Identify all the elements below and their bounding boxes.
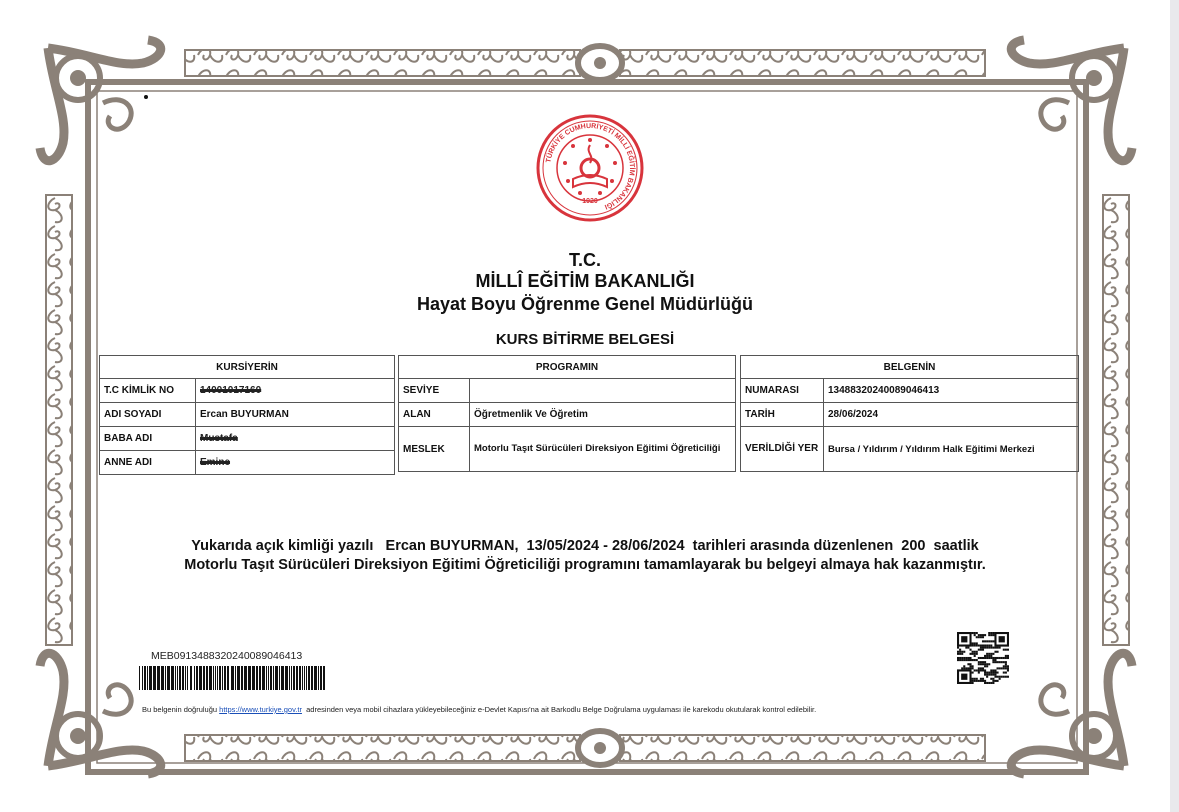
table-row [100, 403, 395, 427]
footnote-prefix: Bu belgenin doğruluğu [142, 705, 220, 714]
ministry-seal-logo [535, 113, 645, 223]
table-row [100, 427, 395, 451]
table-row [741, 403, 1079, 427]
header-tc: T.C. [568, 250, 601, 270]
profession-value: Motorlu Taşıt Sürücüleri Direksiyon Eğitimi Öğreticiliği [470, 427, 736, 472]
mother-name-value: Emine [200, 457, 231, 468]
cert-number-value: 13488320240089046413 [824, 379, 1079, 403]
issue-place-label: VERİLDİĞİ YER [741, 427, 824, 472]
table-row [741, 379, 1079, 403]
qr-code [957, 632, 1009, 684]
stray-dot [144, 95, 148, 99]
trainee-heading: KURSİYERİN [100, 356, 395, 379]
scrollbar[interactable] [1170, 0, 1179, 812]
table-row [399, 427, 736, 472]
mother-name-label: ANNE ADI [100, 451, 196, 475]
verification-footnote [142, 705, 816, 714]
svg-text:1920: 1920 [582, 198, 598, 205]
field-label: ALAN [399, 403, 470, 427]
statement-line-1: Yukarıda açık kimliği yazılı Ercan BUYURMAN, 13/05/2024 - 28/06/2024 tarihleri arasında düzenlenen 200 saatlik [191, 538, 979, 554]
field-value: Öğretmenlik Ve Öğretim [470, 403, 736, 427]
header-directorate: Hayat Boyu Öğrenme Genel Müdürlüğü [416, 294, 754, 314]
header-ministry: MİLLÎ EĞİTİM BAKANLIĞI [475, 271, 695, 291]
table-row [399, 403, 736, 427]
trainee-name-label: ADI SOYADI [100, 403, 196, 427]
table-row [100, 451, 395, 475]
svg-text:TÜRKİYE CUMHURİYETİ MİLLİ EĞİT: TÜRKİYE CUMHURİYETİ MİLLİ EĞİTİM BAKANLIĞI [545, 122, 636, 211]
program-heading: PROGRAMIN [399, 356, 736, 379]
table-row [741, 427, 1079, 472]
father-name-value: Mustafa [200, 433, 238, 444]
issue-place-value: Bursa / Yıldırım / Yıldırım Halk Eğitimi Merkezi [824, 427, 1079, 472]
statement-line-2: Motorlu Taşıt Sürücüleri Direksiyon Eğitimi Öğreticiliği programını tamamlayarak bu belgeyi almaya hak kazanmıştır. [184, 557, 986, 573]
program-info-table [398, 355, 736, 472]
level-value [470, 379, 736, 403]
document-title: KURS BİTİRME BELGESİ [495, 331, 675, 348]
trainee-info-table [99, 355, 395, 475]
barcode-number: MEB0913488320240089046413 [151, 650, 303, 662]
father-name-label: BABA ADI [100, 427, 196, 451]
cert-date-value: 28/06/2024 [824, 403, 1079, 427]
barcode [139, 666, 325, 690]
trainee-id-label: T.C KİMLİK NO [100, 379, 196, 403]
trainee-name-value: Ercan BUYURMAN [196, 403, 395, 427]
cert-number-label: NUMARASI [741, 379, 824, 403]
footnote-suffix: adresinden veya mobil cihazlara yükleyebileceğiniz e-Devlet Kapısı'na ait Barkodlu Belge Doğrulama uygulaması ile karekodu okutularak kontrol edilebilir. [301, 705, 817, 714]
level-label: SEVİYE [399, 379, 470, 403]
table-row [100, 379, 395, 403]
turkiye-gov-link[interactable]: https://www.turkiye.gov.tr [219, 705, 302, 714]
trainee-id-value: 14001017160 [200, 385, 262, 396]
certificate-info-table [740, 355, 1079, 472]
table-row [399, 379, 736, 403]
cert-date-label: TARİH [741, 403, 824, 427]
profession-label: MESLEK [399, 427, 470, 472]
certificate-statement [80, 537, 1090, 575]
certificate-heading: BELGENİN [741, 356, 1079, 379]
